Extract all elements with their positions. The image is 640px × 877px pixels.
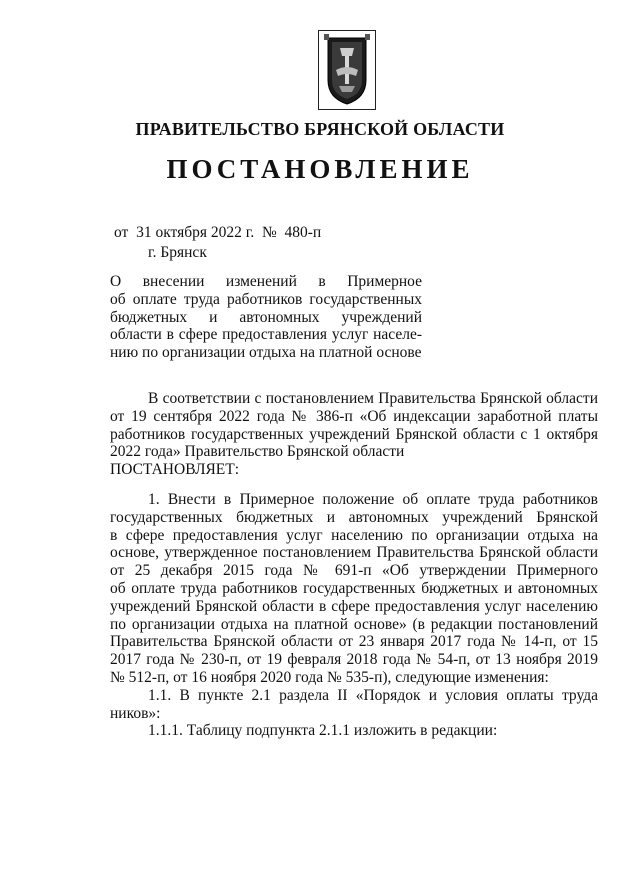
item-1-line: № 512-п, от 16 ноября 2020 года № 535-п), следующие изменения: (110, 668, 549, 686)
title-line: бюджетных и автономных учреждений (110, 308, 422, 326)
item-1-line: учреждений Брянской области в сфере предоставления услуг населению (110, 597, 598, 615)
title-line: области в сфере предоставления услуг населе- (110, 326, 422, 344)
title-line: нию по организации отдыха на платной основе (110, 344, 422, 362)
bryansk-coat-of-arms-icon (318, 30, 376, 110)
resolves-line: ПОСТАНОВЛЯЕТ: (110, 461, 240, 479)
item-1-line: Правительства Брянской области от 23 января 2017 года № 14-п, от 15 (110, 633, 598, 651)
item-1-line: 2017 года № 230-п, от 19 февраля 2018 года № 54-п, от 13 ноября 2019 (110, 651, 598, 669)
document-city: г. Брянск (148, 244, 207, 261)
item-1-line: 1. Внести в Примерное положение об оплате труда работников (148, 490, 598, 508)
title-line: об оплате труда работников государственных (110, 290, 422, 308)
item-1-line: от 25 декабря 2015 года № 691-п «Об утверждении Примерного (110, 562, 598, 580)
item-1-line: об оплате труда работников государственных бюджетных и автономных (110, 579, 598, 597)
item-1-line: основе, утвержденное постановлением Правительства Брянской области (110, 544, 598, 562)
preamble-line: работников государственных учреждений Брянской области с 1 октября (110, 425, 598, 443)
preamble-line: 2022 года» Правительство Брянской области (110, 443, 405, 461)
document-subject-title (110, 273, 422, 362)
item-1-1-line: ников»: (110, 704, 161, 722)
preamble-line: от 19 сентября 2022 года № 386-п «Об индексации заработной платы (110, 407, 598, 425)
item-1-line: государственных бюджетных и автономных учреждений Брянской (110, 508, 598, 526)
government-title: ПРАВИТЕЛЬСТВО БРЯНСКОЙ ОБЛАСТИ (135, 119, 505, 139)
document-date-number: от 31 октября 2022 г. № 480-п (114, 224, 322, 241)
document-type-heading: ПОСТАНОВЛЕНИЕ (166, 154, 474, 184)
item-1-1-1-line: 1.1.1. Таблицу подпункта 2.1.1 изложить в редакции: (148, 722, 498, 740)
item-1-line: в сфере предоставления услуг населению по организации отдыха на (110, 526, 598, 544)
title-line: О внесении изменений в Примерное (110, 273, 422, 290)
item-1-line: по организации отдыха на платной основе» (в редакции постановлений (110, 615, 598, 633)
preamble-line: В соответствии с постановлением Правительства Брянской области (148, 390, 598, 407)
document-body (110, 390, 598, 740)
item-1-1-line: 1.1. В пункте 2.1 раздела II «Порядок и условия оплаты труда (148, 686, 598, 704)
